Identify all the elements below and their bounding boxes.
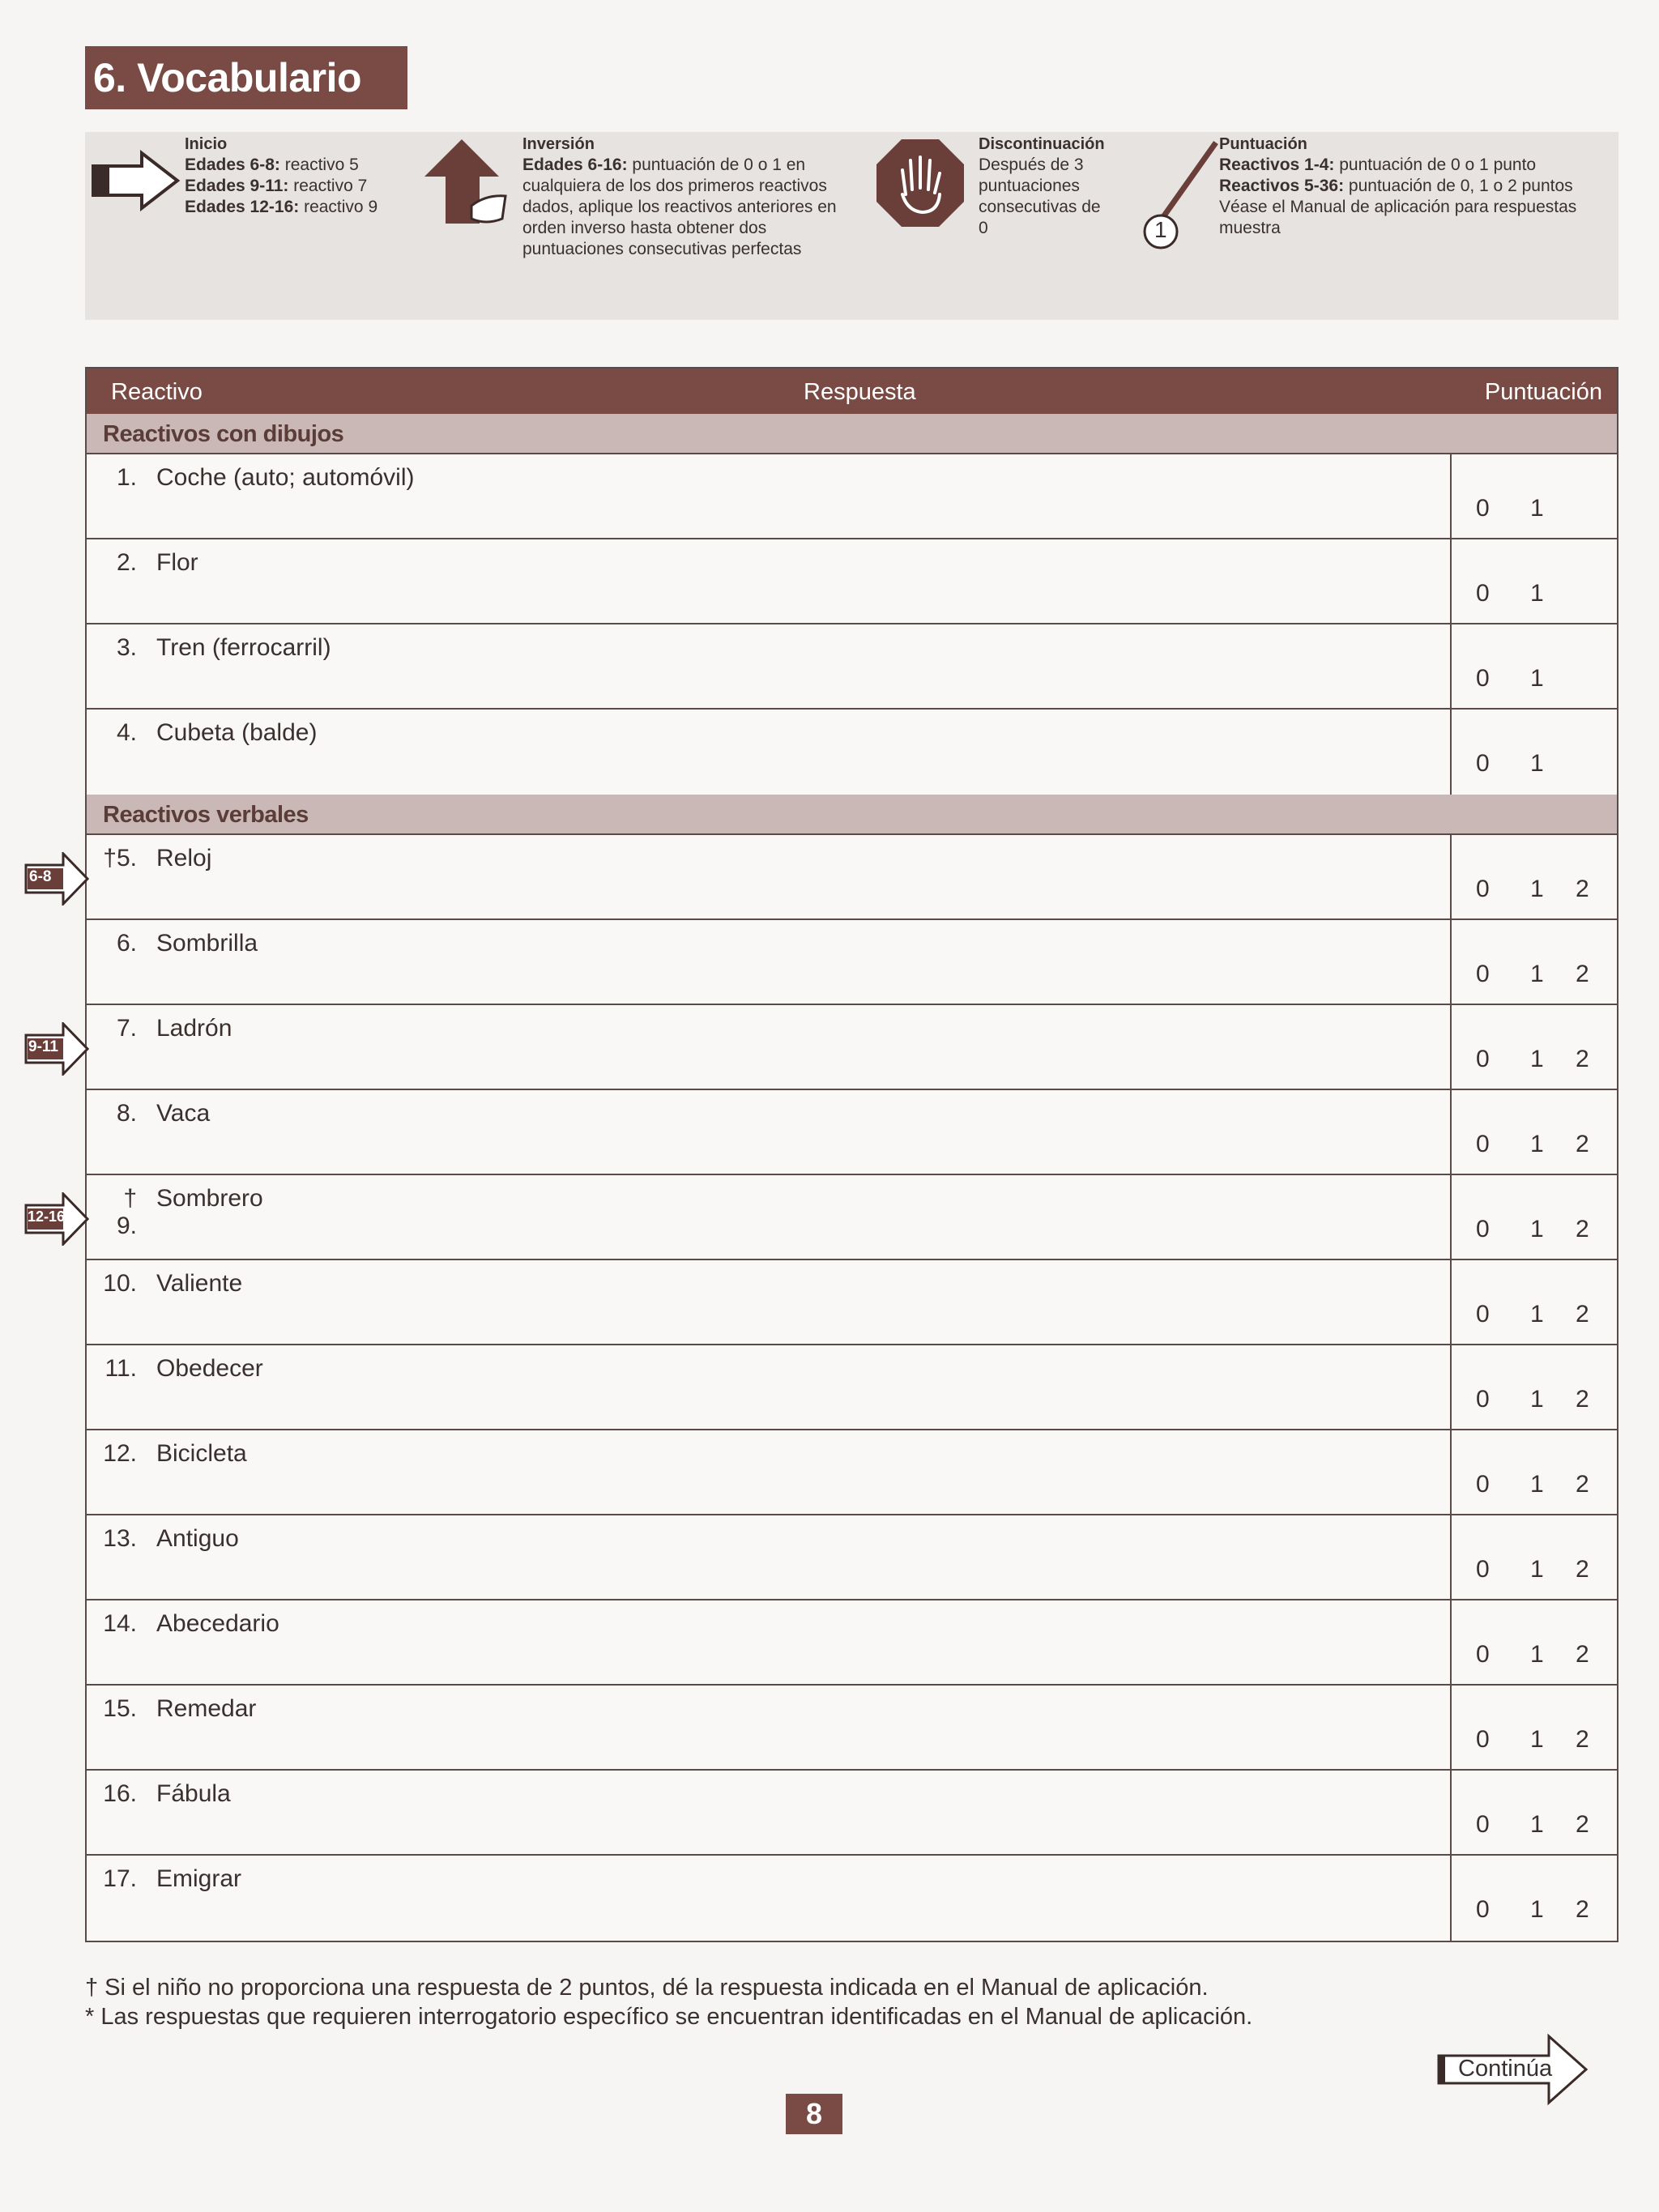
score-option[interactable]: 0 (1476, 1641, 1490, 1668)
score-option[interactable]: 2 (1576, 1216, 1589, 1242)
score-option[interactable]: 1 (1530, 961, 1544, 987)
item-number: 1. (116, 464, 137, 491)
score-options (1450, 1430, 1617, 1514)
table-row (87, 1771, 1617, 1856)
item-number: 17. (103, 1865, 137, 1892)
score-option[interactable]: 2 (1576, 1811, 1589, 1838)
start-arrow-icon (92, 150, 181, 215)
table-row (87, 539, 1617, 624)
score-option[interactable]: 2 (1576, 1896, 1589, 1923)
pencil-score-icon (1138, 139, 1219, 257)
footnote-dagger: † Si el niño no proporciona una respuesta de 2 puntos, dé la respuesta indicada en el Manual de aplicación. (85, 1975, 1209, 2001)
score-option[interactable]: 0 (1476, 750, 1490, 777)
item-number: 10. (103, 1270, 137, 1297)
continue-label: Continúa (1458, 2056, 1553, 2082)
footnote-asterisk: * Las respuestas que requieren interrogatorio específico se encuentran identificadas en el Manual de aplicación. (85, 2004, 1253, 2030)
puntuacion-block: Puntuación Reactivos 1-4: puntuación de 0 o 1 punto Reactivos 5-36: puntuación de 0, 1 o 2 puntos Véase el Manual de aplicación para respuestas muestra (1219, 134, 1608, 239)
page-number: 8 (786, 2094, 842, 2134)
score-icon-digit: 1 (1154, 217, 1167, 242)
score-option[interactable]: 2 (1576, 1131, 1589, 1157)
item-number: 6. (116, 930, 137, 957)
table-row (87, 920, 1617, 1005)
item-word: Emigrar (156, 1865, 242, 1892)
reverse-arrow-icon (421, 138, 510, 231)
table-row (87, 1430, 1617, 1515)
continue-arrow[interactable] (1435, 2033, 1589, 2110)
inversion-heading: Inversión (522, 135, 595, 153)
score-options (1450, 710, 1617, 795)
score-option[interactable]: 1 (1530, 1811, 1544, 1838)
score-option[interactable]: 0 (1476, 580, 1490, 607)
table-row (87, 624, 1617, 710)
header-item: Reactivo (111, 379, 203, 405)
item-word: Vaca (156, 1100, 211, 1127)
item-number: 2. (116, 549, 137, 576)
score-option[interactable]: 0 (1476, 1386, 1490, 1413)
page-title: 6. Vocabulario (85, 46, 407, 109)
table-header (87, 369, 1617, 414)
item-word: Ladrón (156, 1015, 232, 1042)
score-option[interactable]: 1 (1530, 665, 1544, 692)
score-option[interactable]: 2 (1576, 876, 1589, 902)
item-word: Valiente (156, 1270, 243, 1297)
score-option[interactable]: 0 (1476, 1216, 1490, 1242)
score-option[interactable]: 1 (1530, 580, 1544, 607)
item-word: Obedecer (156, 1355, 263, 1382)
score-option[interactable]: 0 (1476, 876, 1490, 902)
score-option[interactable]: 0 (1476, 665, 1490, 692)
section-title: Reactivos con dibujos (87, 414, 1617, 454)
score-options (1450, 920, 1617, 1004)
table-row (87, 454, 1617, 539)
inicio-heading: Inicio (185, 135, 228, 153)
score-options (1450, 539, 1617, 623)
inversion-block: Inversión Edades 6-16: puntuación de 0 o 1 en cualquiera de los dos primeros reactivos dados, aplique los reactivos anteriores en orden inverso hasta obtener dos puntuaciones consecutivas perfectas (522, 134, 851, 260)
score-option[interactable]: 2 (1576, 1471, 1589, 1498)
puntuacion-heading: Puntuación (1219, 135, 1307, 153)
header-response: Respuesta (804, 379, 916, 405)
score-option[interactable]: 1 (1530, 1131, 1544, 1157)
inicio-line-2: Edades 9-11: reactivo 7 (185, 177, 368, 195)
table-row (87, 1515, 1617, 1600)
inicio-block (185, 134, 377, 218)
score-option[interactable]: 2 (1576, 1556, 1589, 1583)
score-option[interactable]: 1 (1530, 1556, 1544, 1583)
score-options (1450, 1686, 1617, 1769)
item-number: 4. (116, 719, 137, 746)
table-row (87, 1175, 1617, 1260)
score-option[interactable]: 1 (1530, 1471, 1544, 1498)
item-word: Reloj (156, 845, 212, 872)
item-word: Remedar (156, 1695, 257, 1722)
item-number: †5. (103, 845, 137, 872)
item-number: 11. (104, 1355, 137, 1382)
score-option[interactable]: 2 (1576, 1386, 1589, 1413)
score-options (1450, 1260, 1617, 1344)
table-row (87, 1686, 1617, 1771)
score-options (1450, 1856, 1617, 1941)
item-word: Flor (156, 549, 198, 576)
item-number: 7. (116, 1015, 137, 1042)
score-options (1450, 1600, 1617, 1684)
table-row (87, 1345, 1617, 1430)
discontinuacion-heading: Discontinuación (979, 135, 1105, 153)
score-option[interactable]: 0 (1476, 1726, 1490, 1753)
header-score: Puntuación (1484, 379, 1602, 405)
score-options (1450, 1771, 1617, 1854)
score-option[interactable]: 2 (1576, 961, 1589, 987)
inicio-line-3: Edades 12-16: reactivo 9 (185, 198, 378, 216)
item-number: 3. (116, 634, 137, 661)
score-option[interactable]: 0 (1476, 1046, 1490, 1072)
table-row (87, 1005, 1617, 1090)
item-number: 15. (103, 1695, 137, 1722)
score-option[interactable]: 2 (1576, 1726, 1589, 1753)
score-option[interactable]: 1 (1530, 1896, 1544, 1923)
item-word: Sombrero (156, 1185, 263, 1212)
section-rows (87, 835, 1617, 1941)
score-options (1450, 1515, 1617, 1599)
item-word: Bicicleta (156, 1440, 247, 1467)
start-marker-12-16: 12-16 (24, 1192, 89, 1246)
table-row (87, 1856, 1617, 1941)
item-number: † 9. (116, 1185, 137, 1239)
table-row (87, 1600, 1617, 1686)
item-word: Fábula (156, 1780, 231, 1807)
score-options (1450, 454, 1617, 538)
score-option[interactable]: 0 (1476, 1131, 1490, 1157)
score-options (1450, 835, 1617, 918)
score-option[interactable]: 1 (1530, 876, 1544, 902)
score-option[interactable]: 0 (1476, 1896, 1490, 1923)
item-word: Tren (ferrocarril) (156, 634, 331, 661)
score-option[interactable]: 1 (1530, 750, 1544, 777)
score-option[interactable]: 2 (1576, 1046, 1589, 1072)
score-option[interactable]: 0 (1476, 1811, 1490, 1838)
item-number: 14. (103, 1610, 137, 1637)
score-option[interactable]: 2 (1576, 1641, 1589, 1668)
score-option[interactable]: 0 (1476, 1556, 1490, 1583)
item-number: 12. (103, 1440, 137, 1467)
table-row (87, 1260, 1617, 1345)
table-row (87, 1090, 1617, 1175)
start-marker-9-11: 9-11 (24, 1022, 89, 1076)
score-option[interactable]: 0 (1476, 1301, 1490, 1328)
score-option[interactable]: 1 (1530, 1641, 1544, 1668)
score-options (1450, 1005, 1617, 1089)
table-row (87, 835, 1617, 920)
vocabulary-table (85, 367, 1618, 1942)
score-option[interactable]: 2 (1576, 1301, 1589, 1328)
score-option[interactable]: 0 (1476, 495, 1490, 522)
score-options (1450, 1175, 1617, 1259)
item-word: Cubeta (balde) (156, 719, 318, 746)
section-rows (87, 454, 1617, 795)
item-number: 13. (103, 1525, 137, 1552)
section-title: Reactivos verbales (87, 795, 1617, 835)
item-number: 8. (116, 1100, 137, 1127)
table-row (87, 710, 1617, 795)
score-option[interactable]: 0 (1476, 1471, 1490, 1498)
item-number: 16. (103, 1780, 137, 1807)
score-option[interactable]: 1 (1530, 1046, 1544, 1072)
item-word: Sombrilla (156, 930, 258, 957)
item-word: Abecedario (156, 1610, 279, 1637)
discontinuacion-block: Discontinuación Después de 3 puntuaciones consecutivas de 0 (979, 134, 1108, 239)
score-options (1450, 1345, 1617, 1429)
footnotes (85, 1973, 1252, 2031)
score-option[interactable]: 1 (1530, 495, 1544, 522)
score-options (1450, 624, 1617, 708)
stop-hand-icon (875, 138, 966, 232)
item-word: Coche (auto; automóvil) (156, 464, 415, 491)
score-option[interactable]: 1 (1530, 1386, 1544, 1413)
inicio-line-1: Edades 6-8: reactivo 5 (185, 156, 359, 174)
score-option[interactable]: 0 (1476, 961, 1490, 987)
score-options (1450, 1090, 1617, 1174)
score-option[interactable]: 1 (1530, 1216, 1544, 1242)
start-marker-6-8: 6-8 (24, 852, 89, 906)
item-word: Antiguo (156, 1525, 239, 1552)
score-option[interactable]: 1 (1530, 1726, 1544, 1753)
score-option[interactable]: 1 (1530, 1301, 1544, 1328)
